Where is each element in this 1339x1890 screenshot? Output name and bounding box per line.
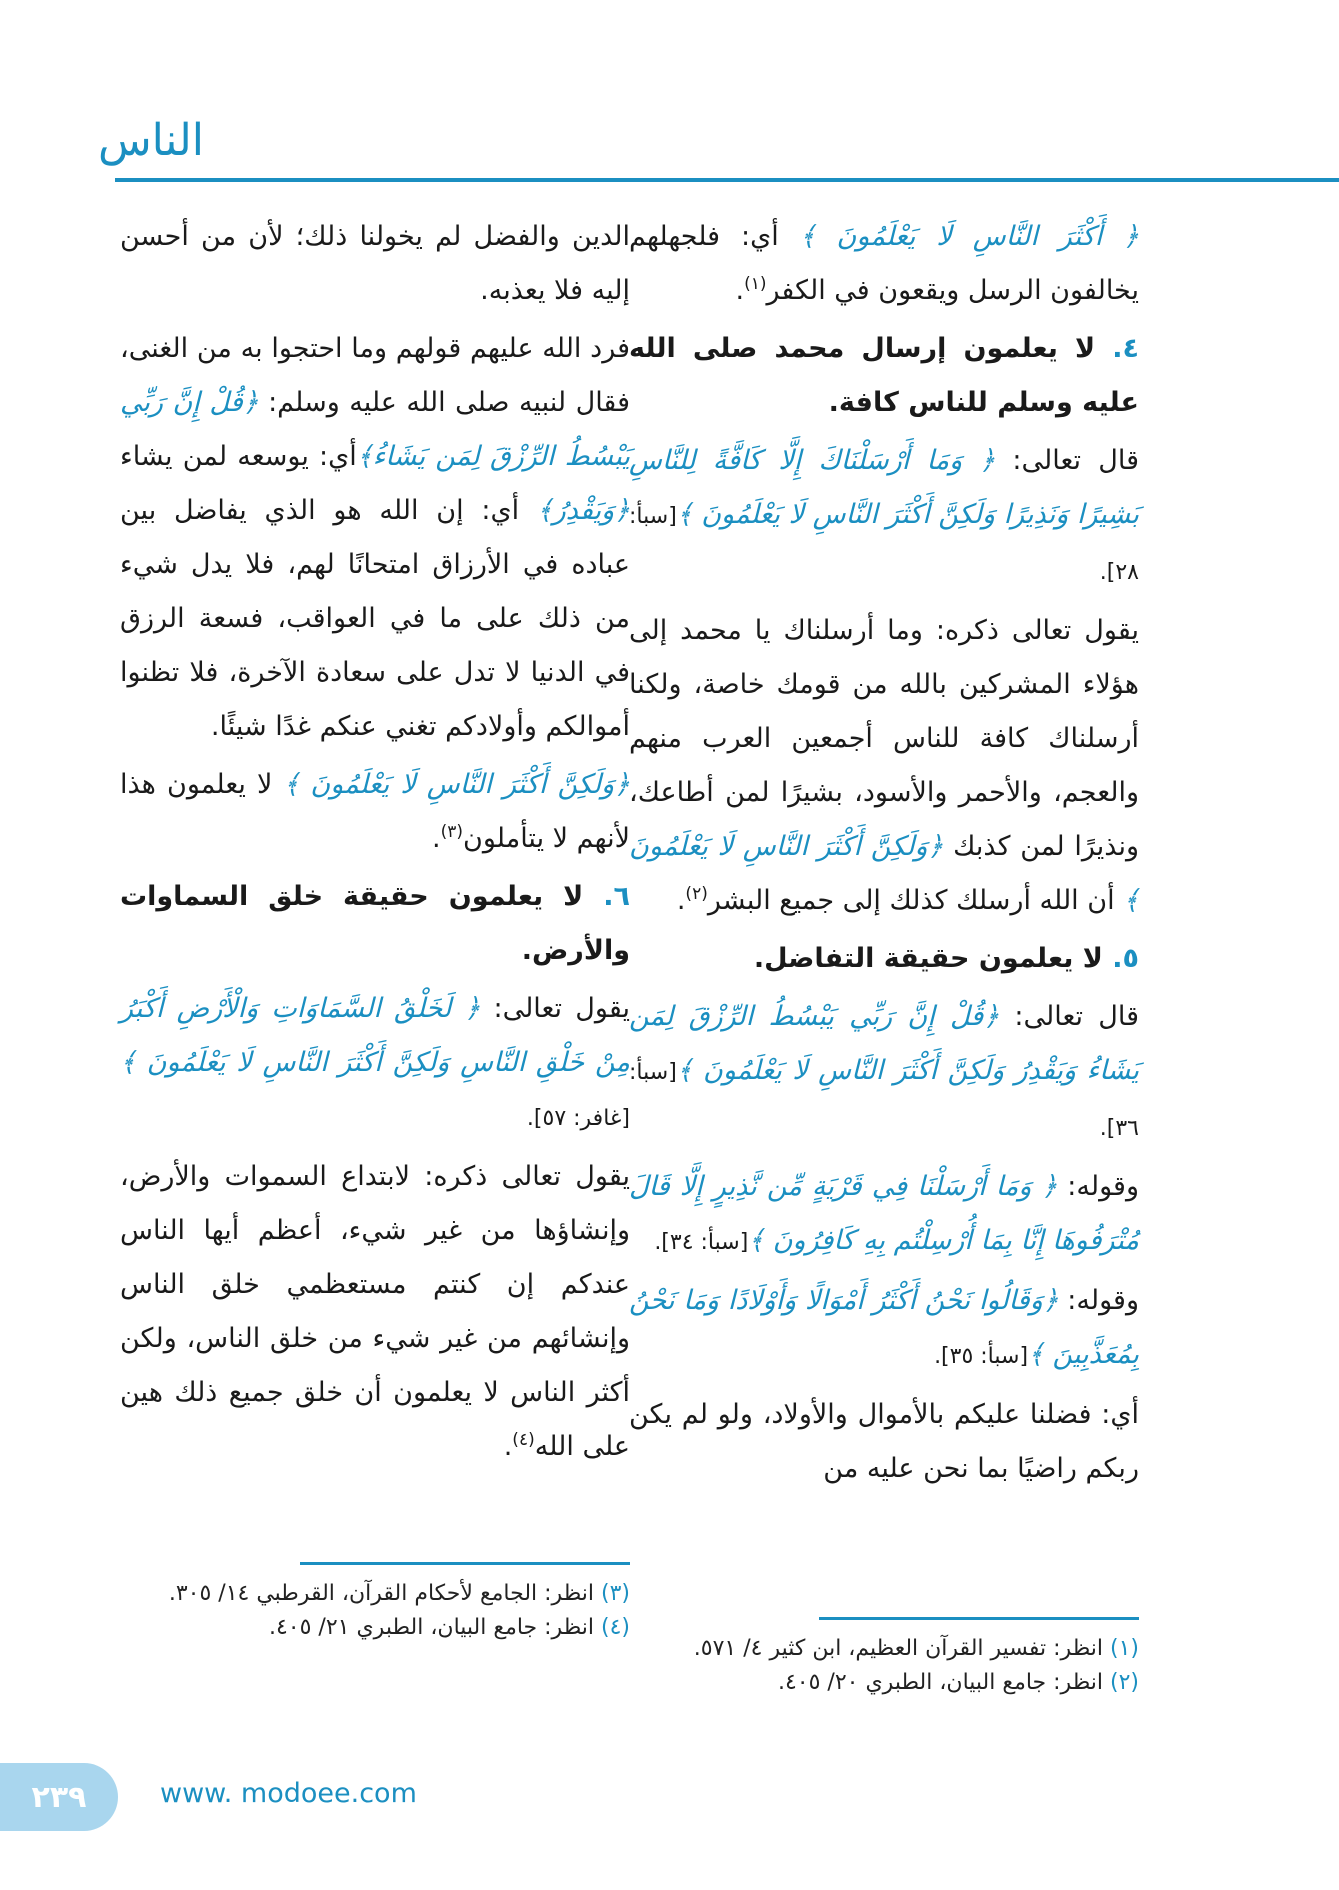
footnote — [120, 1611, 630, 1645]
paragraph — [120, 1150, 630, 1474]
quran-verse: ﴿قُلْ إِنَّ رَبِّي يَبْسُطُ الرِّزْقَ لِمَن يَشَاءُ﴾ — [120, 387, 630, 472]
quran-verse: ﴿ وَمَا أَرْسَلْنَاكَ إِلَّا كَافَّةً لِلنَّاسِ بَشِيرًا وَنَذِيرًا وَلَكِنَّ أَكْثَرَ النَّاسِ لَا يَعْلَمُونَ ﴾ — [629, 445, 1139, 530]
paragraph — [629, 210, 1139, 318]
body-text: وقوله: — [1057, 1171, 1139, 1202]
page-header-title: الناس — [97, 115, 204, 166]
punctuation: . — [735, 275, 745, 306]
body-text: قال تعالى: — [995, 445, 1139, 476]
body-text: أي: يوسعه لمن يشاء — [120, 441, 357, 472]
section-number: ٦. — [603, 881, 630, 912]
right-column — [629, 210, 1139, 1500]
paragraph — [629, 604, 1139, 928]
quran-verse: ﴿ وَمَا أَرْسَلْنَا فِي قَرْيَةٍ مِّن نَّذِيرٍ إِلَّا قَالَ مُتْرَفُوهَا إِنَّا بِمَا أُرْسِلْتُم بِهِ كَافِرُونَ ﴾ — [629, 1171, 1139, 1256]
punctuation: . — [432, 823, 441, 854]
footnote-reference[interactable]: (٣) — [440, 822, 464, 842]
body-text: يقول تعالى: — [480, 993, 630, 1024]
paragraph — [120, 210, 630, 318]
footnote-text: انظر: جامع البيان، الطبري ٢١/ ٤٠٥. — [268, 1615, 601, 1640]
page-number-tab — [0, 1763, 118, 1831]
paragraph — [629, 1388, 1139, 1496]
paragraph — [629, 1274, 1139, 1384]
body-text: يقول تعالى ذكره: وما أرسلناك يا محمد إلى هؤلاء المشركين بالله من قومك خاصة، ولكنا أرسلناك كافة للناس أجمعين العرب منهم والعجم، والأحمر والأسود، بشيرًا لمن أطاعك، ونذيرًا لمن كذبك — [629, 615, 1139, 862]
verse-citation: [سبأ: ٢٨]. — [629, 504, 1139, 585]
paragraph — [120, 322, 630, 754]
section-heading — [629, 932, 1139, 986]
body-text: أي: فلجهلهم يخالفون الرسل ويقعون في الكفر — [629, 221, 1139, 306]
punctuation: . — [676, 885, 686, 916]
paragraph — [629, 990, 1139, 1156]
quran-verse: ﴿قُلْ إِنَّ رَبِّي يَبْسُطُ الرِّزْقَ لِمَن يَشَاءُ وَيَقْدِرُ وَلَكِنَّ أَكْثَرَ النَّاسِ لَا يَعْلَمُونَ ﴾ — [629, 1001, 1139, 1086]
section-number: ٤. — [1112, 333, 1139, 364]
footnote-number: (٤) — [600, 1615, 630, 1640]
quran-verse: ﴿ أَكْثَرَ النَّاسِ لَا يَعْلَمُونَ ﴾ — [799, 221, 1140, 252]
quran-verse: ﴿وَلَكِنَّ أَكْثَرَ النَّاسِ لَا يَعْلَمُونَ ﴾ — [629, 831, 1139, 916]
quran-verse: ﴿وَقَالُوا نَحْنُ أَكْثَرُ أَمْوَالًا وَأَوْلَادًا وَمَا نَحْنُ بِمُعَذَّبِينَ ﴾ — [629, 1285, 1139, 1370]
footnote-divider — [300, 1562, 630, 1565]
section-title: لا يعلمون حقيقة التفاضل. — [753, 943, 1113, 974]
footnote-reference[interactable]: (٤) — [512, 1430, 535, 1450]
body-text: لا يعلمون هذا لأنهم لا يتأملون — [120, 769, 630, 854]
website-link[interactable]: www. modoee.com — [160, 1778, 417, 1809]
body-text: الدين والفضل لم يخولنا ذلك؛ لأن من أحسن إليه فلا يعذبه. — [120, 221, 630, 306]
body-text: أن الله أرسلك كذلك إلى جميع البشر — [707, 885, 1124, 916]
footnote — [120, 1577, 630, 1611]
body-text: أي: إن الله هو الذي يفاضل بين عباده في الأرزاق امتحانًا لهم، فلا يدل شيء من ذلك على ما في العواقب، فسعة الرزق في الدنيا لا تدل على سعادة الآخرة، فلا تظنوا أموالكم وأولادكم تغني عنكم غدًا شيئًا. — [120, 495, 630, 742]
footnote-number: (٢) — [1109, 1670, 1139, 1695]
paragraph — [629, 1160, 1139, 1270]
section-heading — [629, 322, 1139, 430]
section-title: لا يعلمون إرسال محمد صلى الله عليه وسلم للناس كافة. — [629, 333, 1139, 418]
body-text: يقول تعالى ذكره: لابتداع السموات والأرض، وإنشاؤها من غير شيء، أعظم أيها الناس عندكم إن كنتم مستعظمي خلق الناس وإنشائهم من غير شيء من خلق الناس، ولكن أكثر الناس لا يعلمون أن خلق جميع ذلك هين على الله — [120, 1161, 630, 1462]
footnote-text: انظر: تفسير القرآن العظيم، ابن كثير ٤/ ٥٧١. — [693, 1636, 1110, 1661]
footnote — [629, 1632, 1139, 1666]
body-text: وقوله: — [1058, 1285, 1139, 1316]
header-divider — [115, 178, 1339, 182]
section-title: لا يعلمون حقيقة خلق السماوات والأرض. — [120, 881, 630, 966]
footnotes-right — [629, 1632, 1139, 1700]
quran-verse: ﴿وَيَقْدِرُ﴾ — [536, 495, 630, 526]
page-number: ٢٣٩ — [31, 1779, 87, 1815]
left-column — [120, 210, 630, 1478]
verse-citation: [سبأ: ٣٦]. — [629, 1060, 1139, 1141]
paragraph — [629, 434, 1139, 600]
section-number: ٥. — [1112, 943, 1139, 974]
footnote-text: انظر: جامع البيان، الطبري ٢٠/ ٤٠٥. — [777, 1670, 1110, 1695]
verse-citation: [سبأ: ٣٤]. — [654, 1230, 749, 1255]
punctuation: . — [503, 1431, 513, 1462]
verse-citation: [سبأ: ٣٥]. — [934, 1344, 1029, 1369]
footnote-reference[interactable]: (١) — [744, 274, 767, 294]
footnotes-left — [120, 1577, 630, 1645]
paragraph — [120, 982, 630, 1146]
footnote-reference[interactable]: (٢) — [685, 884, 708, 904]
footnote-divider — [819, 1617, 1139, 1620]
verse-citation: [غافر: ٥٧]. — [526, 1106, 630, 1131]
footnote — [629, 1666, 1139, 1700]
footnote-text: انظر: الجامع لأحكام القرآن، القرطبي ١٤/ ٣٠٥. — [168, 1581, 601, 1606]
body-text: قال تعالى: — [999, 1001, 1140, 1032]
footnote-number: (١) — [1109, 1636, 1139, 1661]
body-text: أي: فضلنا عليكم بالأموال والأولاد، ولو لم يكن ربكم راضيًا بما نحن عليه من — [629, 1399, 1139, 1484]
body-text: فرد الله عليهم قولهم وما احتجوا به من الغنى، فقال لنبيه صلى الله عليه وسلم: — [120, 333, 630, 418]
quran-verse: ﴿ لَخَلْقُ السَّمَاوَاتِ وَالْأَرْضِ أَكْبَرُ مِنْ خَلْقِ النَّاسِ وَلَكِنَّ أَكْثَرَ النَّاسِ لَا يَعْلَمُونَ ﴾ — [120, 993, 630, 1078]
paragraph — [120, 758, 630, 866]
footnote-number: (٣) — [600, 1581, 630, 1606]
section-heading — [120, 870, 630, 978]
quran-verse: ﴿وَلَكِنَّ أَكْثَرَ النَّاسِ لَا يَعْلَمُونَ ﴾ — [283, 769, 630, 800]
